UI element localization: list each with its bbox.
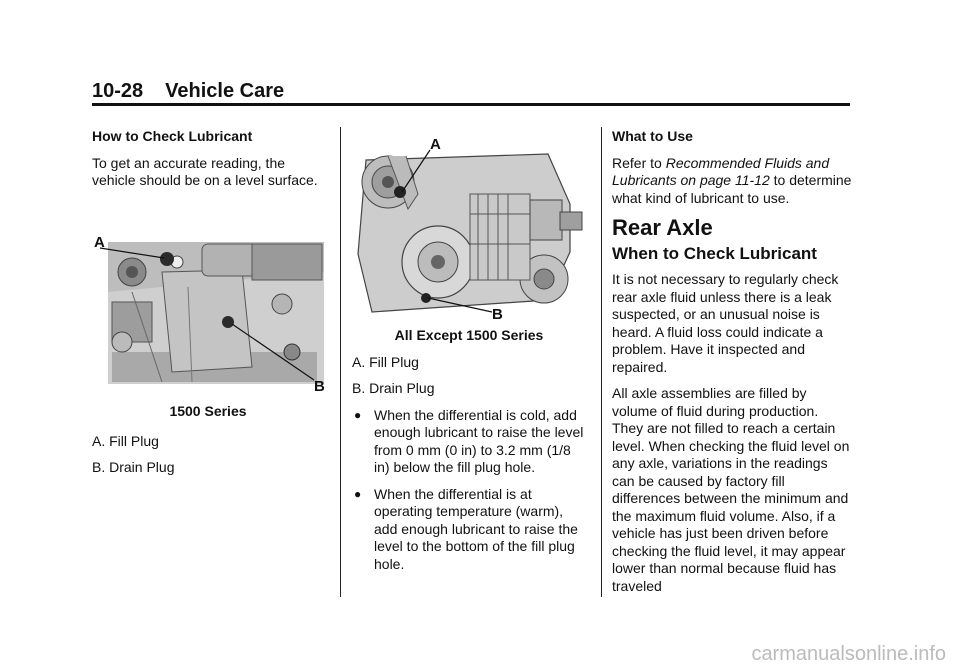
bullet-text: When the differential is at operating temperature (warm), add enough lubricant to raise the level to the bottom of the fill plug hole. xyxy=(374,485,578,572)
figure-caption: 1500 Series xyxy=(169,403,247,419)
paragraph: All axle assemblies are filled by volume of fluid during production. They are not filled to reach a certain level. When checking the fluid level on any axle, variations in the readings can be caused by factory fill differences between the minimum and the maximum fluid volume. Also, if a vehicle has just been driven before checking the fluid level, it may appear lower than normal because fluid has traveled xyxy=(612,385,850,594)
bullet-item xyxy=(352,407,586,477)
watermark: carmanualsonline.info xyxy=(751,643,946,665)
legend-item: A. Fill Plug xyxy=(92,432,159,449)
intro-paragraph: To get an accurate reading, the vehicle should be on a level surface. xyxy=(92,154,318,188)
bullet-icon: ● xyxy=(354,407,362,422)
axle-illustration xyxy=(348,134,584,324)
callout-a: A xyxy=(94,234,105,251)
left-column-lower xyxy=(92,403,324,486)
paragraph: It is not necessary to regularly check rear axle fluid unless there is a leak suspected, or an unusual noise is heard. A fluid loss could indicate a problem. Have it inspected and repaired. xyxy=(612,271,839,375)
axle-1500-illustration xyxy=(92,232,328,398)
cross-reference-link[interactable]: Recommended Fluids and Lubricants on page 11-12 xyxy=(612,154,830,188)
bullet-item xyxy=(352,486,586,574)
when-to-check-heading: When to Check Lubricant xyxy=(612,243,817,263)
how-to-check-heading: How to Check Lubricant xyxy=(92,128,253,144)
refer-paragraph xyxy=(612,155,852,208)
callout-a: A xyxy=(430,136,441,153)
right-column xyxy=(612,128,852,604)
page-number: 10-28 xyxy=(92,80,144,102)
middle-column xyxy=(352,327,586,582)
left-column xyxy=(92,128,324,199)
bullet-text: When the differential is cold, add enough lubricant to raise the level from 0 mm (0 in) to 3.2 mm (1/8 in) below the fill plug hole. xyxy=(374,406,584,475)
column-divider xyxy=(340,127,341,597)
legend-item: B. Drain Plug xyxy=(92,459,175,475)
column-divider xyxy=(601,127,602,597)
legend-item: B. Drain Plug xyxy=(352,380,435,396)
what-to-use-heading: What to Use xyxy=(612,128,693,144)
page-header xyxy=(92,80,284,103)
callout-b: B xyxy=(492,306,503,323)
legend-item: A. Fill Plug xyxy=(352,353,419,370)
section-title: Vehicle Care xyxy=(165,80,285,102)
header-rule xyxy=(92,103,850,106)
refer-suffix: to determine what kind of lubricant to use. xyxy=(612,172,852,206)
callout-b: B xyxy=(314,378,325,395)
bullet-icon: ● xyxy=(354,486,362,501)
figure-caption: All Except 1500 Series xyxy=(394,327,544,343)
refer-prefix: Refer to xyxy=(612,154,666,171)
rear-axle-title: Rear Axle xyxy=(612,215,713,240)
